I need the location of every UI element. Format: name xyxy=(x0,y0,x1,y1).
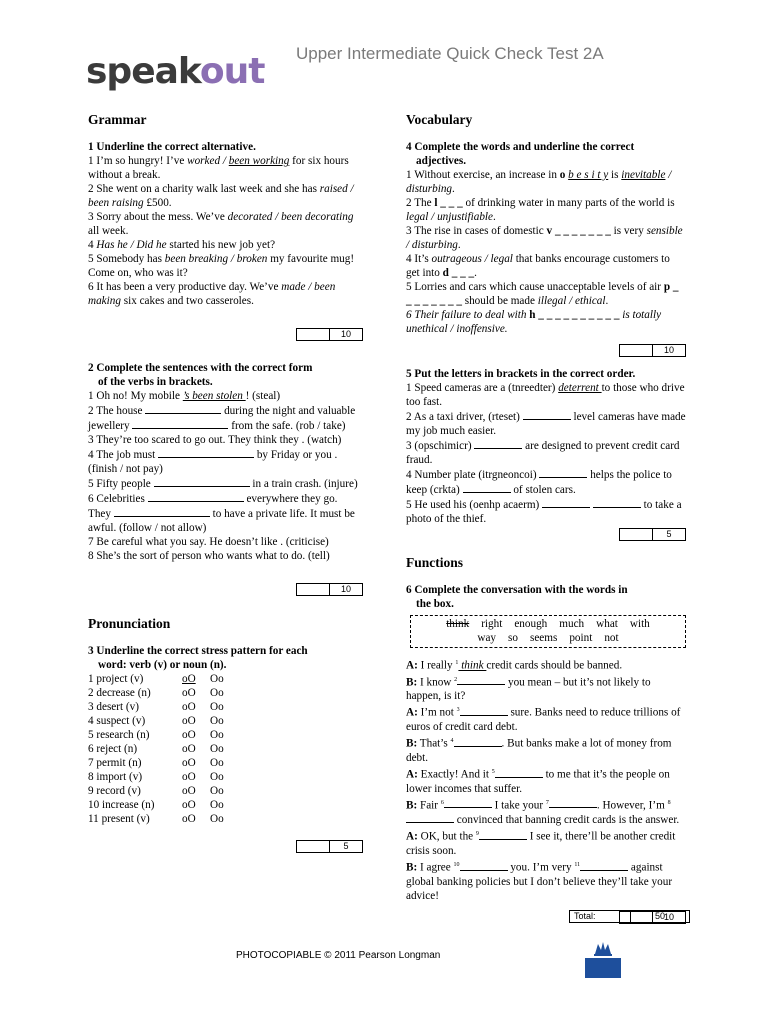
q3-title: 3 Underline the correct stress pattern for each word: verb (v) or noun (n). xyxy=(88,645,308,671)
box-word: much xyxy=(559,618,585,630)
stress-item xyxy=(88,714,363,728)
grammar-heading: Grammar xyxy=(88,112,147,127)
word-box xyxy=(410,615,686,648)
stress-option-oO[interactable]: oO xyxy=(182,743,196,755)
box-word: point xyxy=(569,632,593,644)
q2-score-box: 10 xyxy=(88,583,363,596)
stress-option-Oo[interactable]: Oo xyxy=(210,715,224,727)
stress-word: 3 desert (v) xyxy=(88,701,139,713)
q1-score-box: 10 xyxy=(88,328,363,341)
q6-title: 6 Complete the conversation with the words in the box. xyxy=(406,584,628,610)
q6-conversation: A: I really $^1$ think credit cards should be banned. B: I know $^2$ you mean – but it’s not likely to happen, is it? A: I’m not $^3$ sure. Banks need to reduce trillions of euros of credit card debt. B: That’s $^4$ . But banks make a lot of money from debt. A: Exactly! And it $^5$ to me that it’s the people on lower incomes that suffer. B: Fair $^6$ I take your $^7$ . However, I’m $^8$ convinced that banning credit cards is the answer. A: OK, but the $^9$ I see it, there’ll be another credit crisis soon. B: I agree $^{10}$ you. I’m very $^{11}$ against global banking policies but I don’t believe they’ll take your advice! xyxy=(406,659,681,902)
stress-word: 2 decrease (n) xyxy=(88,687,151,699)
stress-word: 10 increase (n) xyxy=(88,799,155,811)
box-word: seems xyxy=(529,632,558,644)
stress-item xyxy=(88,812,363,826)
box-word: with xyxy=(629,618,650,630)
stress-word: 6 reject (n) xyxy=(88,743,138,755)
stress-option-oO[interactable]: oO xyxy=(182,673,196,685)
stress-option-Oo[interactable]: Oo xyxy=(210,687,224,699)
stress-option-Oo[interactable]: Oo xyxy=(210,757,224,769)
q2-items: 1 Oh no! My mobile ’s been stolen ! (steal) 2 The house during the night and valuable jewellery from the safe. (rob / take) 3 They’re too scared to go out. They think they . (watch) 4 The job must by Friday or you . (finish / not pay) 5 Fifty people in a train crash. (injure) 6 Celebrities everywhere they go. They to have a private life. It must be awful. (follow / not allow) 7 Be careful what you say. He doesn’t like . (criticise) 8 She’s the sort of person who wants what to do. (tell) xyxy=(88,390,358,562)
stress-item xyxy=(88,672,363,686)
stress-option-oO[interactable]: oO xyxy=(182,715,196,727)
stress-word: 4 suspect (v) xyxy=(88,715,146,727)
q1-items: 1 I’m so hungry! I’ve worked / been working for six hours without a break. 2 She went on a charity walk last week and she has raised / been raising £500. 3 Sorry about the mess. We’ve decorated / been decorating all week. 4 Has he / Did he started his new job yet? 5 Somebody has been breaking / broken my favourite mug! Come on, who was it? 6 It has been a very productive day. We’ve made / been making six cakes and two casseroles. xyxy=(88,155,355,307)
stress-option-Oo[interactable]: Oo xyxy=(210,771,224,783)
stress-item xyxy=(88,686,363,700)
stress-option-Oo[interactable]: Oo xyxy=(210,729,224,741)
pearson-longman-logo xyxy=(585,940,621,978)
stress-word: 9 record (v) xyxy=(88,785,141,797)
stress-option-Oo[interactable]: Oo xyxy=(210,785,224,797)
footer-copyright: PHOTOCOPIABLE © 2011 Pearson Longman xyxy=(236,950,441,961)
q2-title: 2 Complete the sentences with the correct form of the verbs in brackets. xyxy=(88,362,313,388)
stress-word: 8 import (v) xyxy=(88,771,143,783)
vocabulary-heading: Vocabulary xyxy=(406,112,473,127)
box-word: so xyxy=(508,632,518,644)
stress-option-Oo[interactable]: Oo xyxy=(210,743,224,755)
stress-option-Oo[interactable]: Oo xyxy=(210,701,224,713)
box-word: think xyxy=(446,618,470,630)
box-word: not xyxy=(604,632,619,644)
stress-option-Oo[interactable]: Oo xyxy=(210,799,224,811)
q4-score-box: 10 xyxy=(406,344,686,357)
stress-item xyxy=(88,798,363,812)
functions-heading: Functions xyxy=(406,555,464,570)
pronunciation-heading: Pronunciation xyxy=(88,616,171,631)
box-word: what xyxy=(596,618,618,630)
q1-title: 1 Underline the correct alternative. xyxy=(88,141,256,153)
total-box: Total: 50 xyxy=(569,910,690,923)
stress-item xyxy=(88,742,363,756)
left-column xyxy=(88,112,363,853)
q4-title: 4 Complete the words and underline the correct adjectives. xyxy=(406,141,635,167)
q6-score-box: 10 xyxy=(406,911,686,924)
stress-item xyxy=(88,770,363,784)
q3-score-box: 5 xyxy=(88,840,363,853)
q4-items: 1 Without exercise, an increase in o b e s i t y is inevitable / disturbing. 2 The l _ _ _ of drinking water in many parts of the world is legal / unjustifiable. 3 The rise in cases of domestic v _ _ _ _ _ _ _ is very sensible / disturbing. 4 It’s outrageous / legal that banks encourage customers to get into d _ _ _. 5 Lorries and cars which cause unacceptable levels of air p _ _ _ _ _ _ _ _ should be made illegal / ethical. 6 Their failure to deal with h _ _ _ _ _ _ _ _ _ _ is totally unethical / inoffensive. xyxy=(406,169,683,335)
q5-score-box: 5 xyxy=(406,528,686,541)
stress-option-oO[interactable]: oO xyxy=(182,729,196,741)
box-word: way xyxy=(477,632,497,644)
stress-word: 11 present (v) xyxy=(88,813,150,825)
right-column xyxy=(406,112,686,924)
stress-word: 1 project (v) xyxy=(88,673,144,685)
stress-word: 5 research (n) xyxy=(88,729,150,741)
stress-option-oO[interactable]: oO xyxy=(182,785,196,797)
stress-option-oO[interactable]: oO xyxy=(182,771,196,783)
box-word: right xyxy=(481,618,503,630)
stress-list xyxy=(88,672,363,826)
stress-item xyxy=(88,784,363,798)
test-title: Upper Intermediate Quick Check Test 2A xyxy=(296,44,604,63)
stress-word: 7 permit (n) xyxy=(88,757,142,769)
stress-option-oO[interactable]: oO xyxy=(182,757,196,769)
stress-item xyxy=(88,756,363,770)
stress-item xyxy=(88,728,363,742)
stress-item xyxy=(88,700,363,714)
stress-option-oO[interactable]: oO xyxy=(182,701,196,713)
q5-items: 1 Speed cameras are a (tnreedter) deterrent to those who drive too fast. 2 As a taxi driver, (rteset) level cameras have made my job much easier. 3 (opschimicr) are designed to prevent credit card fraud. 4 Number plate (itrgneoncoi) helps the police to keep (crkta) of stolen cars. 5 He used his (oenhp acaerm) to take a photo of the thief. xyxy=(406,382,686,525)
stress-option-oO[interactable]: oO xyxy=(182,813,196,825)
stress-option-oO[interactable]: oO xyxy=(182,687,196,699)
speakout-logo: speakout xyxy=(86,51,265,92)
stress-option-oO[interactable]: oO xyxy=(182,799,196,811)
stress-option-Oo[interactable]: Oo xyxy=(210,673,224,685)
stress-option-Oo[interactable]: Oo xyxy=(210,813,224,825)
q5-title: 5 Put the letters in brackets in the correct order. xyxy=(406,368,636,380)
box-word: enough xyxy=(514,618,548,630)
